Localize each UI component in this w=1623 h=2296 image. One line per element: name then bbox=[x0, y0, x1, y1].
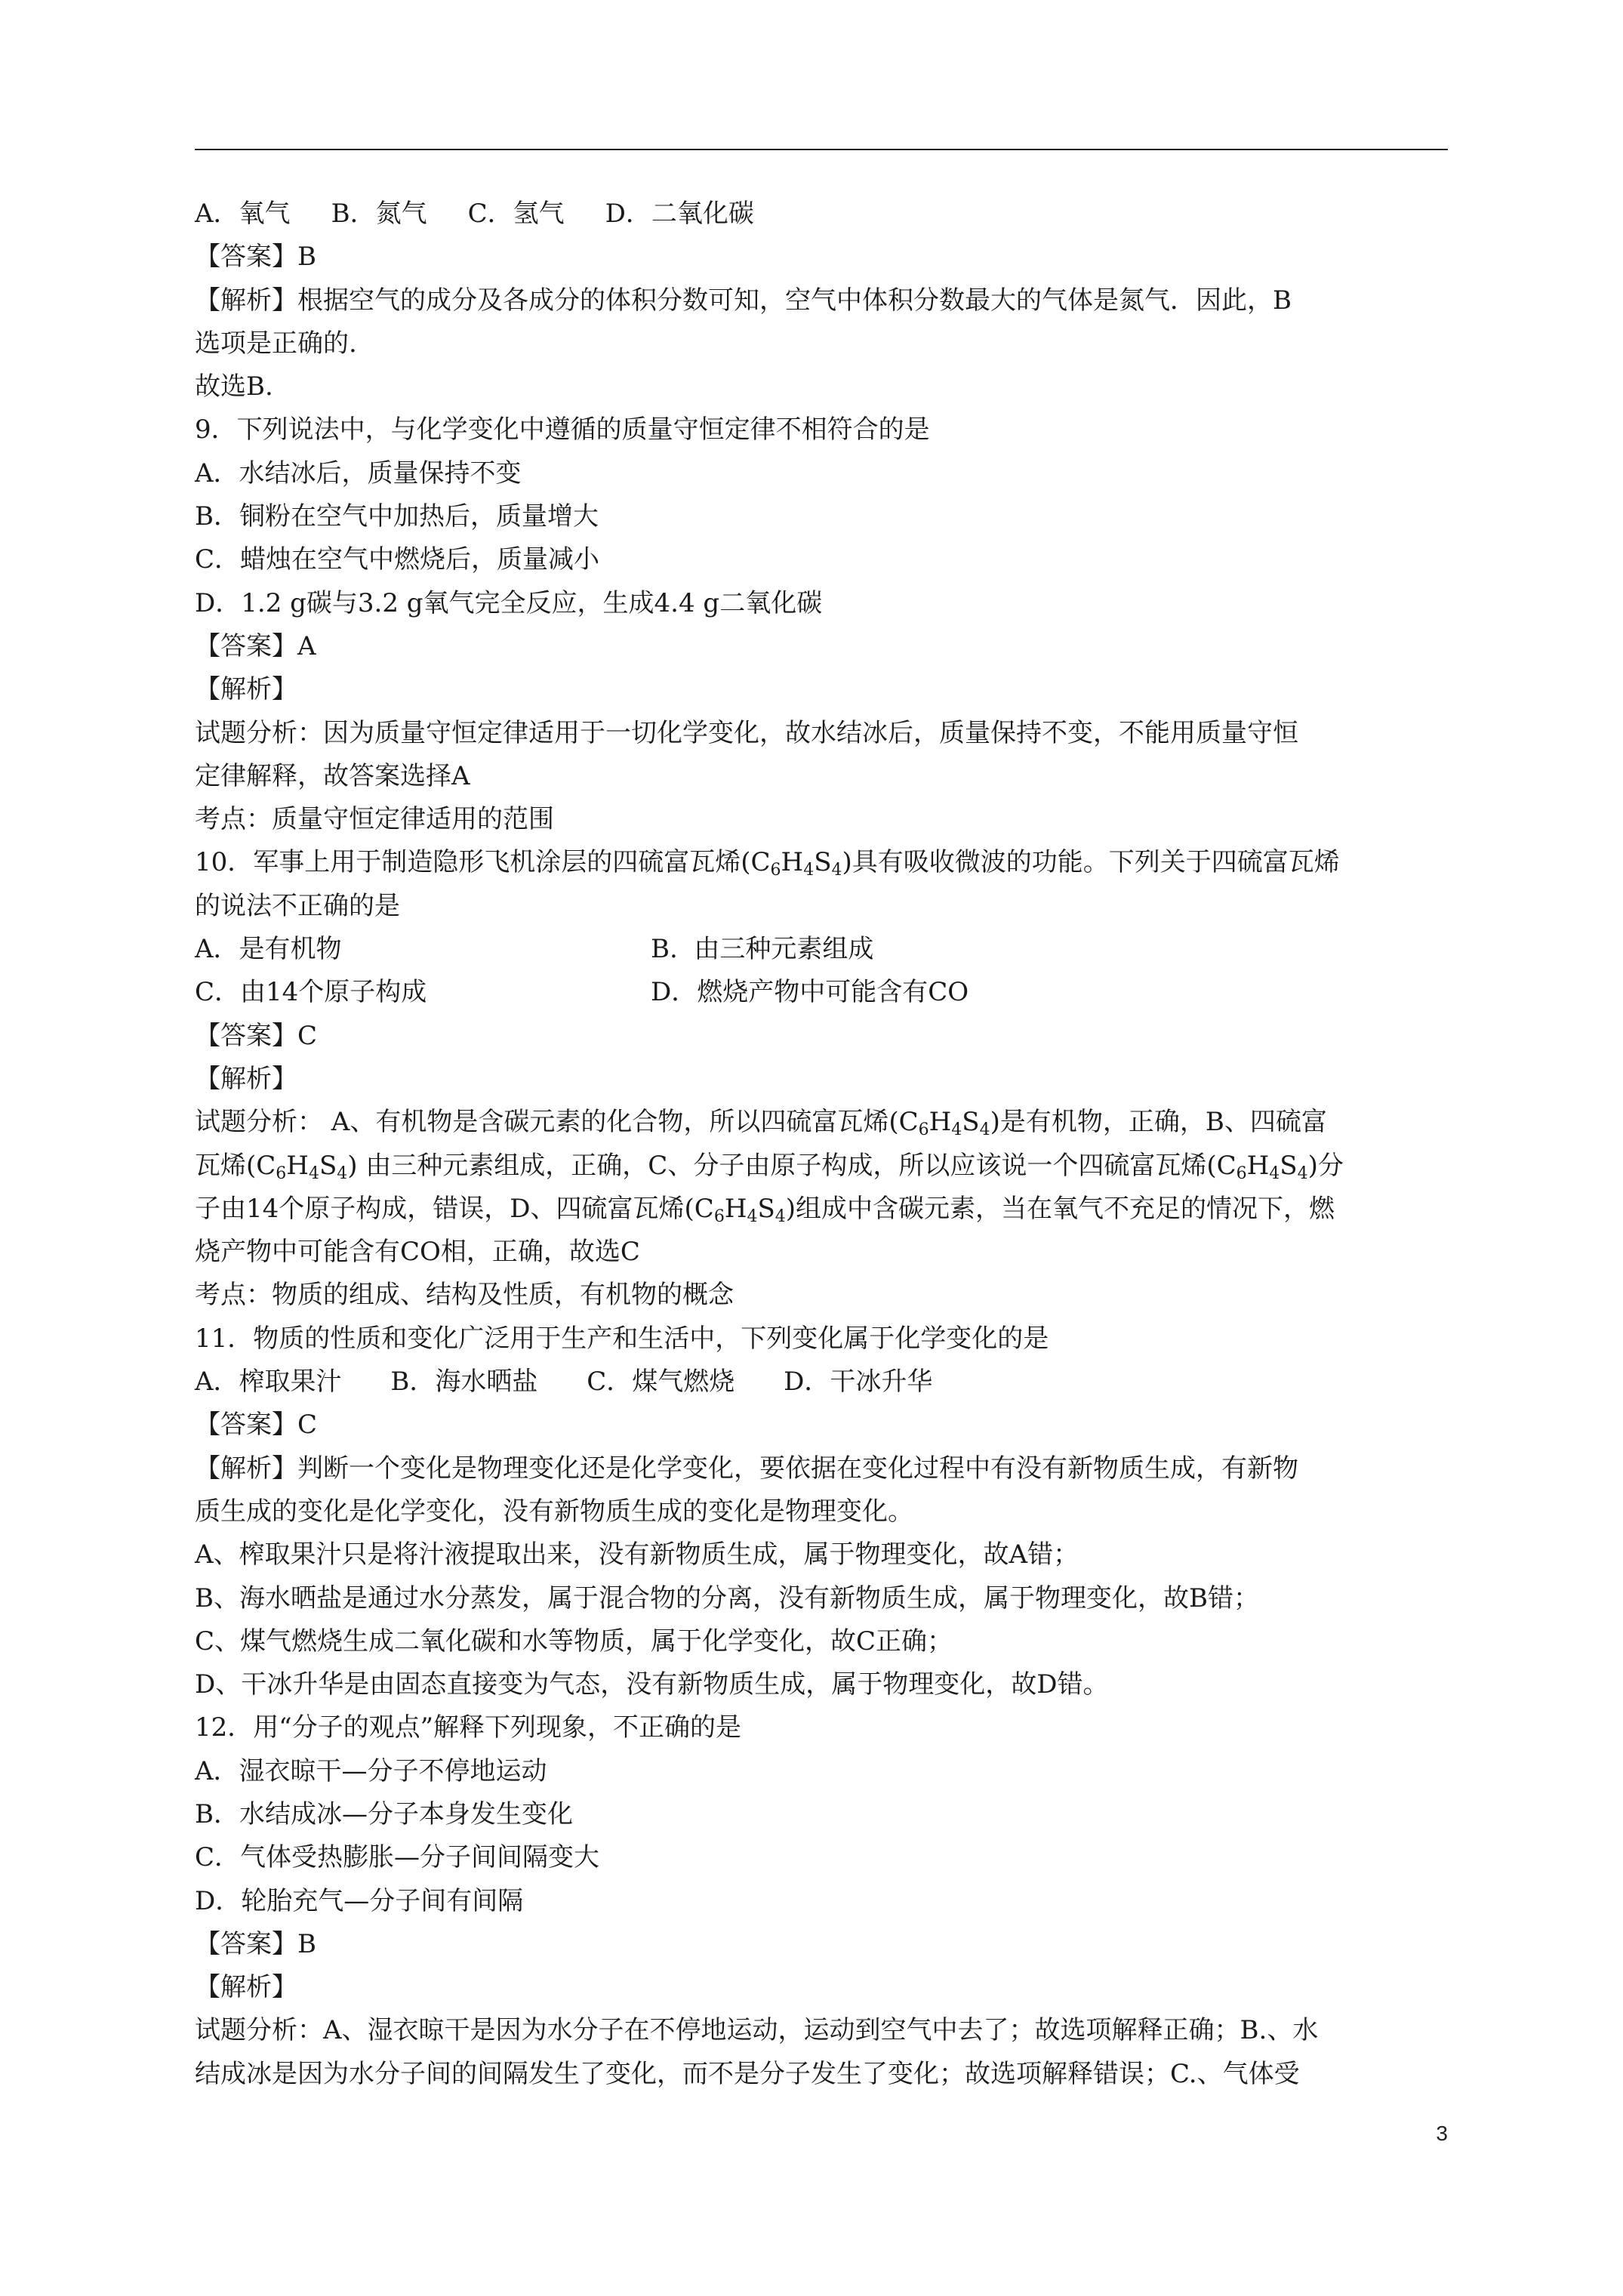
q10-option-d: D．燃烧产物中可能含有CO bbox=[651, 977, 969, 1008]
q11-analysis-d: D、干冰升华是由固态直接变为气态，没有新物质生成，属于物理变化，故D错。 bbox=[195, 1669, 1109, 1700]
q8-analysis-line-2: 选项是正确的. bbox=[195, 328, 357, 359]
q10-answer: 【答案】C bbox=[195, 1020, 318, 1051]
q9-question: 9．下列说法中，与化学变化中遵循的质量守恒定律不相符合的是 bbox=[195, 415, 930, 445]
header-rule bbox=[195, 149, 1448, 150]
q11-analysis-line-2: 质生成的变化是化学变化，没有新物质生成的变化是物理变化。 bbox=[195, 1496, 913, 1527]
q10-options-row-1 bbox=[195, 928, 1448, 971]
q8-analysis-line-1: 【解析】根据空气的成分及各成分的体积分数可知，空气中体积分数最大的气体是氮气．因此，B bbox=[195, 285, 1292, 316]
q10-option-b: B. 由三种元素组成 bbox=[651, 934, 874, 965]
q12-option-b: B．水结成冰—分子本身发生变化 bbox=[195, 1798, 573, 1829]
page-content bbox=[195, 193, 1448, 2096]
page-number: 3 bbox=[1436, 2122, 1448, 2145]
q10-analysis-label: 【解析】 bbox=[195, 1063, 297, 1094]
q11-analysis-a: A、榨取果汁只是将汁液提取出来，没有新物质生成，属于物理变化，故A错； bbox=[195, 1539, 1079, 1570]
q11-question: 11．物质的性质和变化广泛用于生产和生活中，下列变化属于化学变化的是 bbox=[195, 1323, 1049, 1354]
q10-options-row-2 bbox=[195, 971, 1448, 1014]
q10-question-line-1: 10．军事上用于制造隐形飞机涂层的四硫富瓦烯$(C_6H_4S_4)$具有吸收微波的功能。下列关于四硫富瓦烯 bbox=[195, 847, 1340, 880]
q8-choose: 故选B. bbox=[195, 371, 273, 402]
q10-option-c: C．由14个原子构成 bbox=[195, 977, 427, 1008]
q12-option-c: C．气体受热膨胀—分子间间隔变大 bbox=[195, 1842, 600, 1873]
q9-option-b: B．铜粉在空气中加热后，质量增大 bbox=[195, 501, 599, 532]
q9-analysis-line-1: 试题分析：因为质量守恒定律适用于一切化学变化，故水结冰后，质量保持不变，不能用质量守恒 bbox=[195, 717, 1298, 748]
q10-kaodian: 考点：物质的组成、结构及性质，有机物的概念 bbox=[195, 1280, 734, 1311]
q10-option-a: A．是有机物 bbox=[195, 934, 342, 965]
q12-analysis-line-1: 试题分析：A、湿衣晾干是因为水分子在不停地运动，运动到空气中去了；故选项解释正确；B.、水 bbox=[195, 2015, 1319, 2046]
q10-question-line-2: 的说法不正确的是 bbox=[195, 890, 400, 921]
q10-analysis-line-4: 烧产物中可能含有CO相，正确，故选C bbox=[195, 1237, 640, 1268]
q8-options: A．氧气 B．氮气 C．氢气 D．二氧化碳 bbox=[195, 199, 754, 229]
q12-analysis-line-2: 结成冰是因为水分子间的间隔发生了变化，而不是分子发生了变化；故选项解释错误；C.、气体受 bbox=[195, 2058, 1300, 2089]
q11-analysis-b: B、海水晒盐是通过水分蒸发，属于混合物的分离，没有新物质生成，属于物理变化，故B错； bbox=[195, 1583, 1259, 1613]
q9-option-d: D．1.2 g碳与3.2 g氧气完全反应，生成4.4 g二氧化碳 bbox=[195, 587, 823, 618]
q12-answer: 【答案】B bbox=[195, 1928, 316, 1959]
q12-question: 12．用“分子的观点”解释下列现象，不正确的是 bbox=[195, 1712, 742, 1743]
q9-analysis-line-2: 定律解释，故答案选择A bbox=[195, 760, 470, 791]
q12-option-a: A．湿衣晾干—分子不停地运动 bbox=[195, 1755, 547, 1786]
q11-analysis-line-1: 【解析】判断一个变化是物理变化还是化学变化，要依据在变化过程中有没有新物质生成，有新物 bbox=[195, 1453, 1298, 1484]
q9-kaodian: 考点：质量守恒定律适用的范围 bbox=[195, 804, 554, 835]
q10-analysis-line-2: 瓦烯$(C_6H_4S_4)$ 由三种元素组成，正确，C、分子由原子构成，所以应该说一个四硫富瓦烯$(C_6H_4S_4)$分 bbox=[195, 1150, 1344, 1183]
q9-option-a: A．水结冰后，质量保持不变 bbox=[195, 458, 522, 488]
q9-option-c: C．蜡烛在空气中燃烧后，质量减小 bbox=[195, 544, 600, 575]
q11-answer: 【答案】C bbox=[195, 1410, 318, 1441]
q12-option-d: D．轮胎充气—分子间有间隔 bbox=[195, 1885, 524, 1916]
q11-analysis-c: C、煤气燃烧生成二氧化碳和水等物质，属于化学变化，故C正确； bbox=[195, 1626, 953, 1657]
q9-analysis-label: 【解析】 bbox=[195, 674, 297, 705]
q10-analysis-line-1: 试题分析： A、有机物是含碳元素的化合物，所以四硫富瓦烯$(C_6H_4S_4)$是有机物，正确，B、四硫富 bbox=[195, 1107, 1327, 1140]
q12-analysis-label: 【解析】 bbox=[195, 1972, 297, 2003]
q11-options: A．榨取果汁 B．海水晒盐 C．煤气燃烧 D．干冰升华 bbox=[195, 1367, 933, 1398]
q10-analysis-line-3: 子由14个原子构成，错误，D、四硫富瓦烯$(C_6H_4S_4)$组成中含碳元素，当在氧气不充足的情况下，燃 bbox=[195, 1193, 1335, 1226]
q9-answer: 【答案】A bbox=[195, 630, 316, 661]
q8-answer: 【答案】B bbox=[195, 242, 316, 273]
